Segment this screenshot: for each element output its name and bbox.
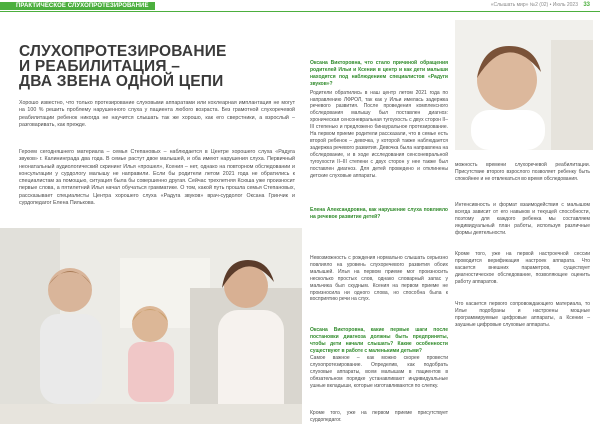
page-header <box>0 0 600 14</box>
column-b-block-2 <box>455 202 590 239</box>
section-tag: ПРАКТИЧЕСКОЕ СЛУХОПРОТЕЗИРОВАНИЕ <box>0 2 155 10</box>
column-a-block-1 <box>310 60 448 181</box>
question-2: Елена Александровна, как нарушение слуха повлияло на речевое развитие детей? <box>310 207 448 220</box>
column-b-block-3 <box>455 251 590 288</box>
header-rule <box>0 11 600 12</box>
column-a-block-6 <box>310 410 448 426</box>
column-b-block-1 <box>455 162 590 185</box>
answer-1: Родители обратились в наш центр летом 2021 года по направлению ЛФРОЛ, так как у Ильи имелась задержка речевого развития. После проведения комплексного обследования малышу был поставлен диагноз: хроническая сенсоневральная тугоухость с двух сторон II–III степенью и предложено бинауральное протезирование. На первом приеме родители рассказали, что в семье есть второй ребенок – девочка, у которой также наблюдается задержка речевого развития. Девочка была направлена на обследование, и в ходе исследования сенсоневральной тугоухости II–III степени с двух сторон у нее также был поставлен диагноз. Для детей проведено и отклинены детские слуховые аппараты. <box>310 89 448 179</box>
answer-4: Кроме того, уже на первом приеме присутствует сурдопедагог. <box>310 410 448 423</box>
column-b-paragraph-3: Кроме того, уже на первой настроечной сессии проводится верификация настроек аппарата. Что касается внешних параметров, существует диагностическое обследование, позволяющее оценить работу аппаратов. <box>455 251 590 285</box>
family-photo <box>0 228 302 424</box>
title-line-3: ДВА ЗВЕНА ОДНОЙ ЦЕПИ <box>19 73 224 90</box>
column-b-paragraph-4: Что касается первого сопровождающего материала, то Илье подобраны и настроены мощные программируемые цифровые аппараты, а Ксении – заушные цифровые слуховые аппараты. <box>455 301 590 328</box>
column-a-block-3 <box>310 255 448 305</box>
running-head: «Слышать мир» №2 (02) • Июль 2023 <box>490 2 578 8</box>
title-line-1: СЛУХОПРОТЕЗИРОВАНИЕ <box>19 43 227 60</box>
column-a-block-5 <box>310 355 448 392</box>
title-line-2: И РЕАБИЛИТАЦИЯ – <box>19 58 181 75</box>
article-lead: Хорошо известно, что только протезирование слуховыми аппаратами или кохлеарная имплантация не могут на 100 % решить проблему нарушенного слуха у пациента любого возраста. Без грамотной слухоречевой реабилитации ребенок никогда не научится слышать так же хорошо, как его сверстники, а взрослый – разговаривать, как прежде. <box>19 100 295 128</box>
column-b-block-4 <box>455 301 590 331</box>
inset-illustration <box>455 20 593 150</box>
inset-photo <box>455 20 593 150</box>
article-title <box>19 44 299 89</box>
column-a-block-2 <box>310 207 448 223</box>
article-intro: Героем сегодняшнего материала – семья Степановых – наблюдается в Центре хорошего слуха «Радуга звуков» г. Калининграда два года. В семье растут двое малышей, и оба имеют нарушения слуха. Первичный неонатальный аудиологический скрининг Илья «прошел», Ксения – нет, однако на повторном обследовании и консультации у сурдологу малышу не направили. Если бы родители летом 2021 года не обратились к специалистам за помощью, ситуация была бы совершенно другая. Сейчас трехлетняя Ксюша уже произносит первые слова, а пятилетний Илья начал обучаться грамматике. О том, какой путь прошла семья Степановых, рассказывает специалисты Центра хорошего слуха «Радуга звуков» врач-сурдолог Оксана Гринчик и сурдопедагог Елена Пилькова. <box>19 149 295 207</box>
question-3: Оксана Викторовна, какие первые шаги после постановки диагноза должны быть предприняты, чтобы дети начали слышать? Какие особенности существуют в работе с маленькими детьми? <box>310 327 448 354</box>
column-b-paragraph-2: Интенсивность и формат взаимодействия с малышом всегда зависит от его навыков и текущей способности, поэтому для каждого ребенка мы составляем индивидуальный план работы, используя различные формы деятельности. <box>455 202 590 236</box>
page-number: 33 <box>583 2 590 8</box>
answer-3: Самое важное – как можно скорее провести слухопротезирование. Определив, как подобрать слуховые аппараты, всем малышам в пациентов в обязательном порядке устанавливают индивидуальные ушные вкладыши, которые изготавливаются по слепку. <box>310 355 448 389</box>
question-1: Оксана Викторовна, что стало причиной обращения родителей Ильи и Ксении в центр и как дети малыши находятся под наблюдением специалистов «Радуги звуков»? <box>310 60 448 87</box>
answer-2: Невозможность с рождения нормально слышать серьезно повлияло на уровень слухоречевого развития обоих малышей. Илья на первом приеме мог произносить несколько простых слов, однако словарный запас у мальчика был скудным. Ксения на первом приеме не произносила ни одного слова, но способна была к восприятию речи на слух. <box>310 255 448 303</box>
column-b-paragraph-1: можность времени слухоречевой реабилитации. Присутствие второго взрослого позволяет ребенку быть спокойнее и не отвлекаться во время обследования. <box>455 162 590 182</box>
photo-illustration <box>0 228 302 424</box>
column-a-block-4 <box>310 327 448 357</box>
